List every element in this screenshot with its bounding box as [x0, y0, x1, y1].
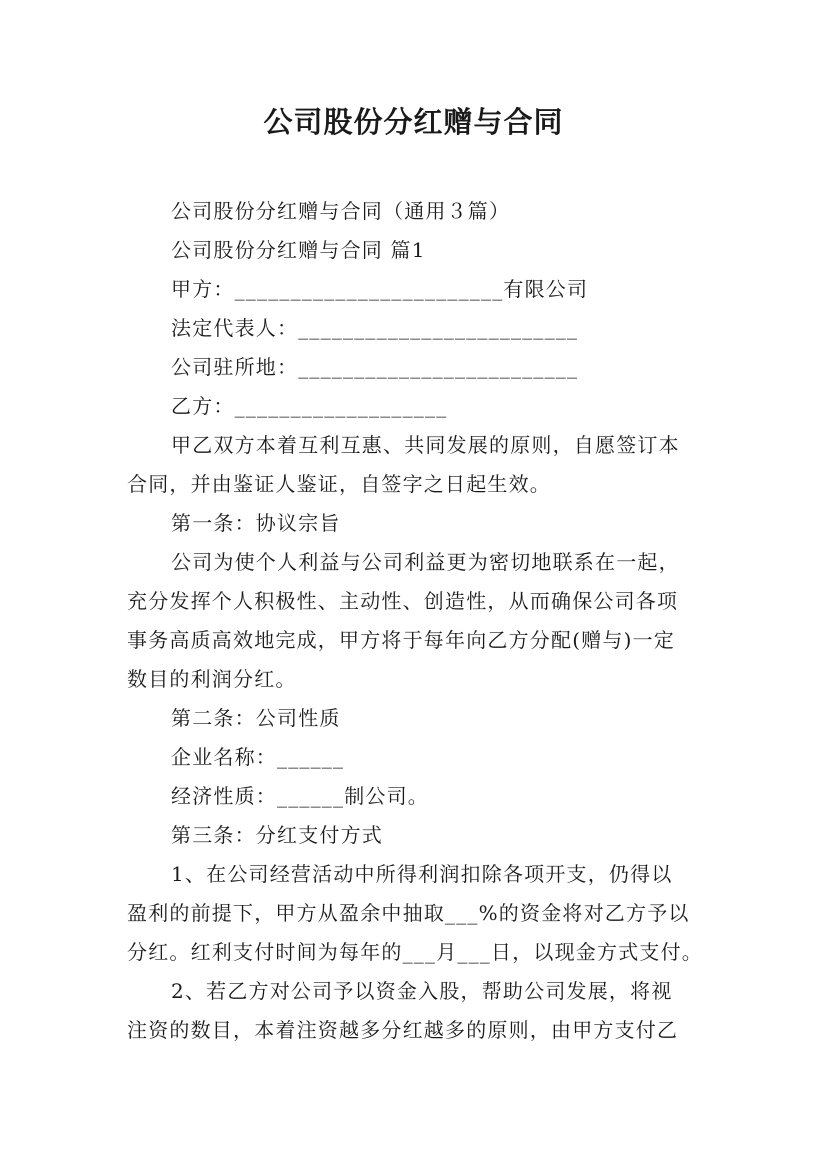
party-a-line: 甲方：________________________有限公司 — [171, 277, 589, 301]
party-b-line: 乙方：___________________ — [171, 394, 448, 418]
section-heading-line: 公司股份分红赠与合同 篇1 — [171, 238, 426, 262]
clause-1-line-2: 盈利的前提下，甲方从盈余中抽取___%的资金将对乙方予以 — [127, 901, 690, 925]
preamble-line-1: 甲乙双方本着互利互惠、共同发展的原则，自愿签订本 — [171, 433, 680, 457]
document-title: 公司股份分红赠与合同 — [263, 105, 564, 139]
article-1-line-3: 事务高质高效地完成，甲方将于每年向乙方分配(赠与)一定 — [127, 628, 676, 652]
clause-2-line-1: 2、若乙方对公司予以资金入股，帮助公司发展，将视 — [171, 979, 673, 1003]
article-1-heading: 第一条：协议宗旨 — [171, 511, 341, 535]
article-2-heading: 第二条：公司性质 — [171, 706, 341, 730]
subtitle-line: 公司股份分红赠与合同（通用３篇） — [171, 199, 511, 223]
preamble-line-2: 合同，并由鉴证人鉴证，自签字之日起生效。 — [127, 472, 551, 496]
legal-representative-line: 法定代表人：_________________________ — [171, 316, 579, 340]
clause-1-line-3: 分红。红利支付时间为每年的___月___日，以现金方式支付。 — [127, 940, 703, 964]
article-3-heading: 第三条：分红支付方式 — [171, 823, 383, 847]
article-1-line-2: 充分发挥个人积极性、主动性、创造性，从而确保公司各项 — [127, 589, 679, 613]
document-body — [127, 192, 707, 1050]
company-address-line: 公司驻所地：_________________________ — [171, 355, 579, 379]
clause-1-line-1: 1、在公司经营活动中所得利润扣除各项开支，仍得以 — [171, 862, 673, 886]
article-1-line-4: 数目的利润分红。 — [127, 667, 297, 691]
article-1-line-1: 公司为使个人利益与公司利益更为密切地联系在一起， — [171, 550, 680, 574]
company-name-line: 企业名称：______ — [171, 745, 345, 769]
clause-2-line-2: 注资的数目，本着注资越多分红越多的原则，由甲方支付乙 — [127, 1018, 679, 1042]
economic-nature-line: 经济性质：______制公司。 — [171, 784, 429, 808]
